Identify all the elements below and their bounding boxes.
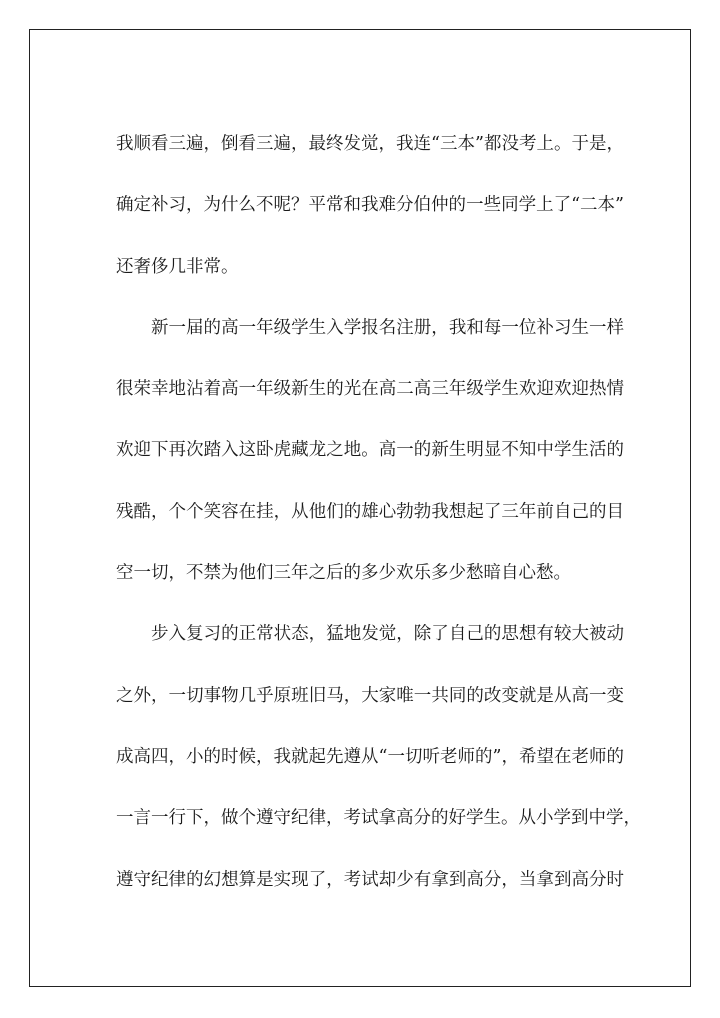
text-line: 空一切，不禁为他们三年之后的多少欢乐多少愁暗自心愁。 xyxy=(116,563,571,584)
text-line: 确定补习，为什么不呢？平常和我难分伯仲的一些同学上了“二本” xyxy=(116,195,624,216)
text-line: 步入复习的正常状态，猛地发觉，除了自己的思想有较大被动 xyxy=(151,624,624,645)
document-body xyxy=(116,122,641,919)
text-line: 新一届的高一年级学生入学报名注册，我和每一位补习生一样 xyxy=(151,317,624,338)
text-line: 欢迎下再次踏入这卧虎藏龙之地。高一的新生明显不知中学生活的 xyxy=(116,440,624,461)
text-line: 残酷，个个笑容在挂，从他们的雄心勃勃我想起了三年前自己的目 xyxy=(116,501,624,522)
text-line: 成高四，小的时候，我就起先遵从“一切听老师的”，希望在老师的 xyxy=(116,746,624,767)
text-line: 很荣幸地沾着高一年级新生的光在高二高三年级学生欢迎欢迎热情 xyxy=(116,379,624,400)
text-line: 我顺看三遍，倒看三遍，最终发觉，我连“三本”都没考上。于是， xyxy=(116,134,624,154)
text-line: 还奢侈几非常。 xyxy=(116,256,239,277)
text-line: 一言一行下，做个遵守纪律，考试拿高分的好学生。从小学到中学， xyxy=(116,808,641,829)
text-line: 遵守纪律的幻想算是实现了，考试却少有拿到高分，当拿到高分时 xyxy=(116,869,624,890)
text-line: 之外，一切事物几乎原班旧马，大家唯一共同的改变就是从高一变 xyxy=(116,685,624,706)
